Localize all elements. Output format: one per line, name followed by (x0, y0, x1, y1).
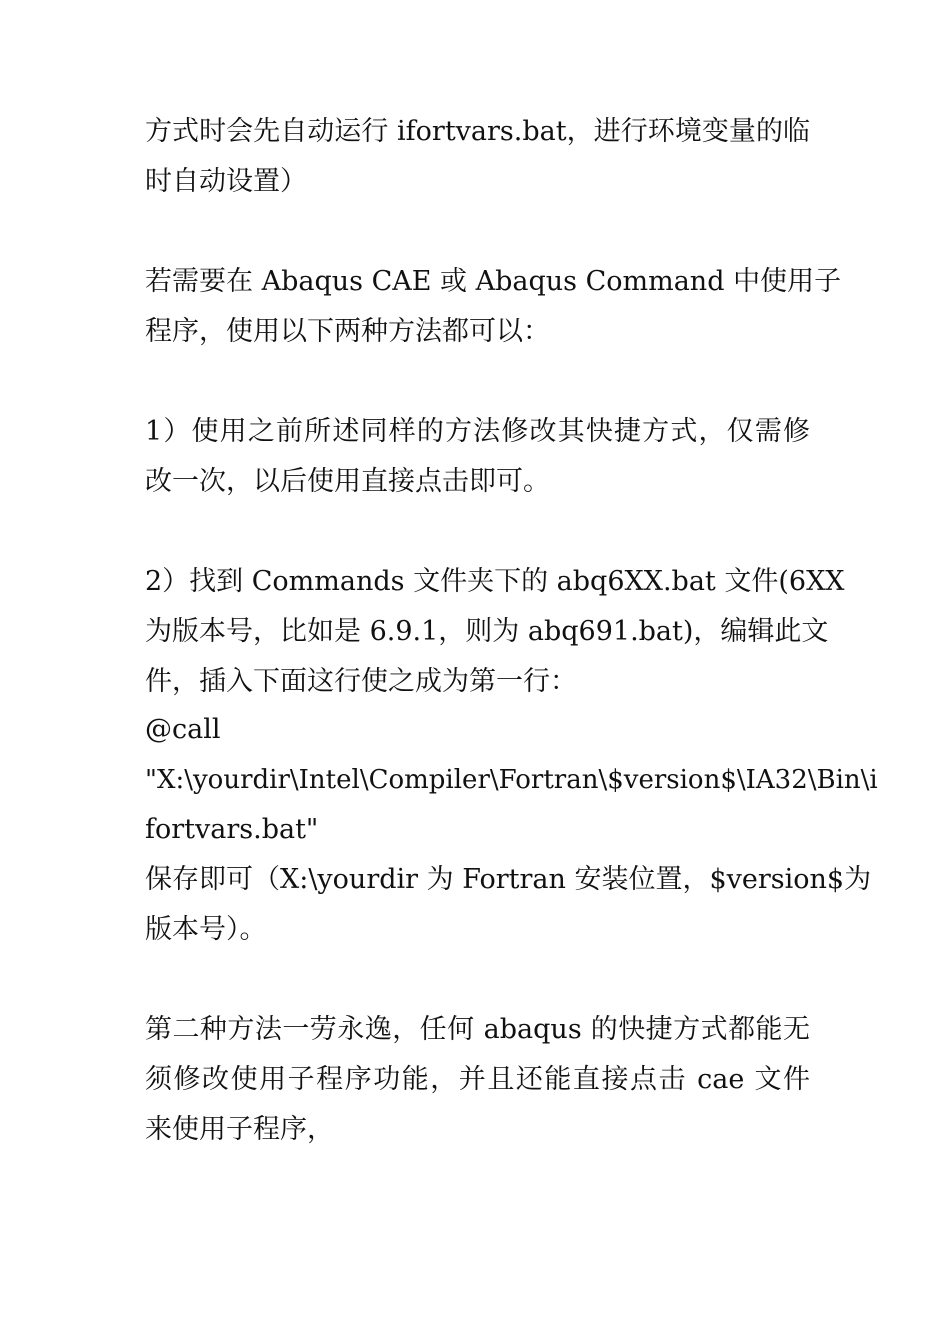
paragraph-4-line-8: 版本号）。 (145, 914, 267, 945)
paragraph-1-line-2: 时自动设置） (145, 166, 307, 197)
paragraph-4-line-5: "X:\yourdir\Intel\Compiler\Fortran\$version$\IA32\Bin\i (145, 765, 878, 795)
paragraph-4-line-4: @call (145, 714, 221, 745)
paragraph-5-line-2: 须修改使用子程序功能，并且还能直接点击 cae 文件 (145, 1064, 810, 1095)
paragraph-3-line-1: 1）使用之前所述同样的方法修改其快捷方式，仅需修 (145, 416, 810, 447)
paragraph-4-line-2: 为版本号，比如是 6.9.1，则为 abq691.bat)，编辑此文 (145, 616, 829, 647)
paragraph-4-line-3: 件，插入下面这行使之成为第一行： (145, 666, 577, 697)
paragraph-4-line-7: 保存即可（X:\yourdir 为 Fortran 安装位置，$version$为 (145, 864, 872, 895)
paragraph-5-line-1: 第二种方法一劳永逸，任何 abaqus 的快捷方式都能无 (145, 1014, 810, 1045)
paragraph-2-line-1: 若需要在 Abaqus CAE 或 Abaqus Command 中使用子 (145, 266, 842, 297)
paragraph-1-line-1: 方式时会先自动运行 ifortvars.bat，进行环境变量的临 (145, 116, 810, 147)
paragraph-4-line-1: 2）找到 Commands 文件夹下的 abq6XX.bat 文件(6XX (145, 566, 845, 597)
paragraph-5-line-3: 来使用子程序， (145, 1114, 334, 1145)
paragraph-2-line-2: 程序，使用以下两种方法都可以： (145, 316, 550, 347)
paragraph-4-line-6: fortvars.bat" (145, 814, 319, 845)
paragraph-3-line-2: 改一次，以后使用直接点击即可。 (145, 466, 550, 497)
